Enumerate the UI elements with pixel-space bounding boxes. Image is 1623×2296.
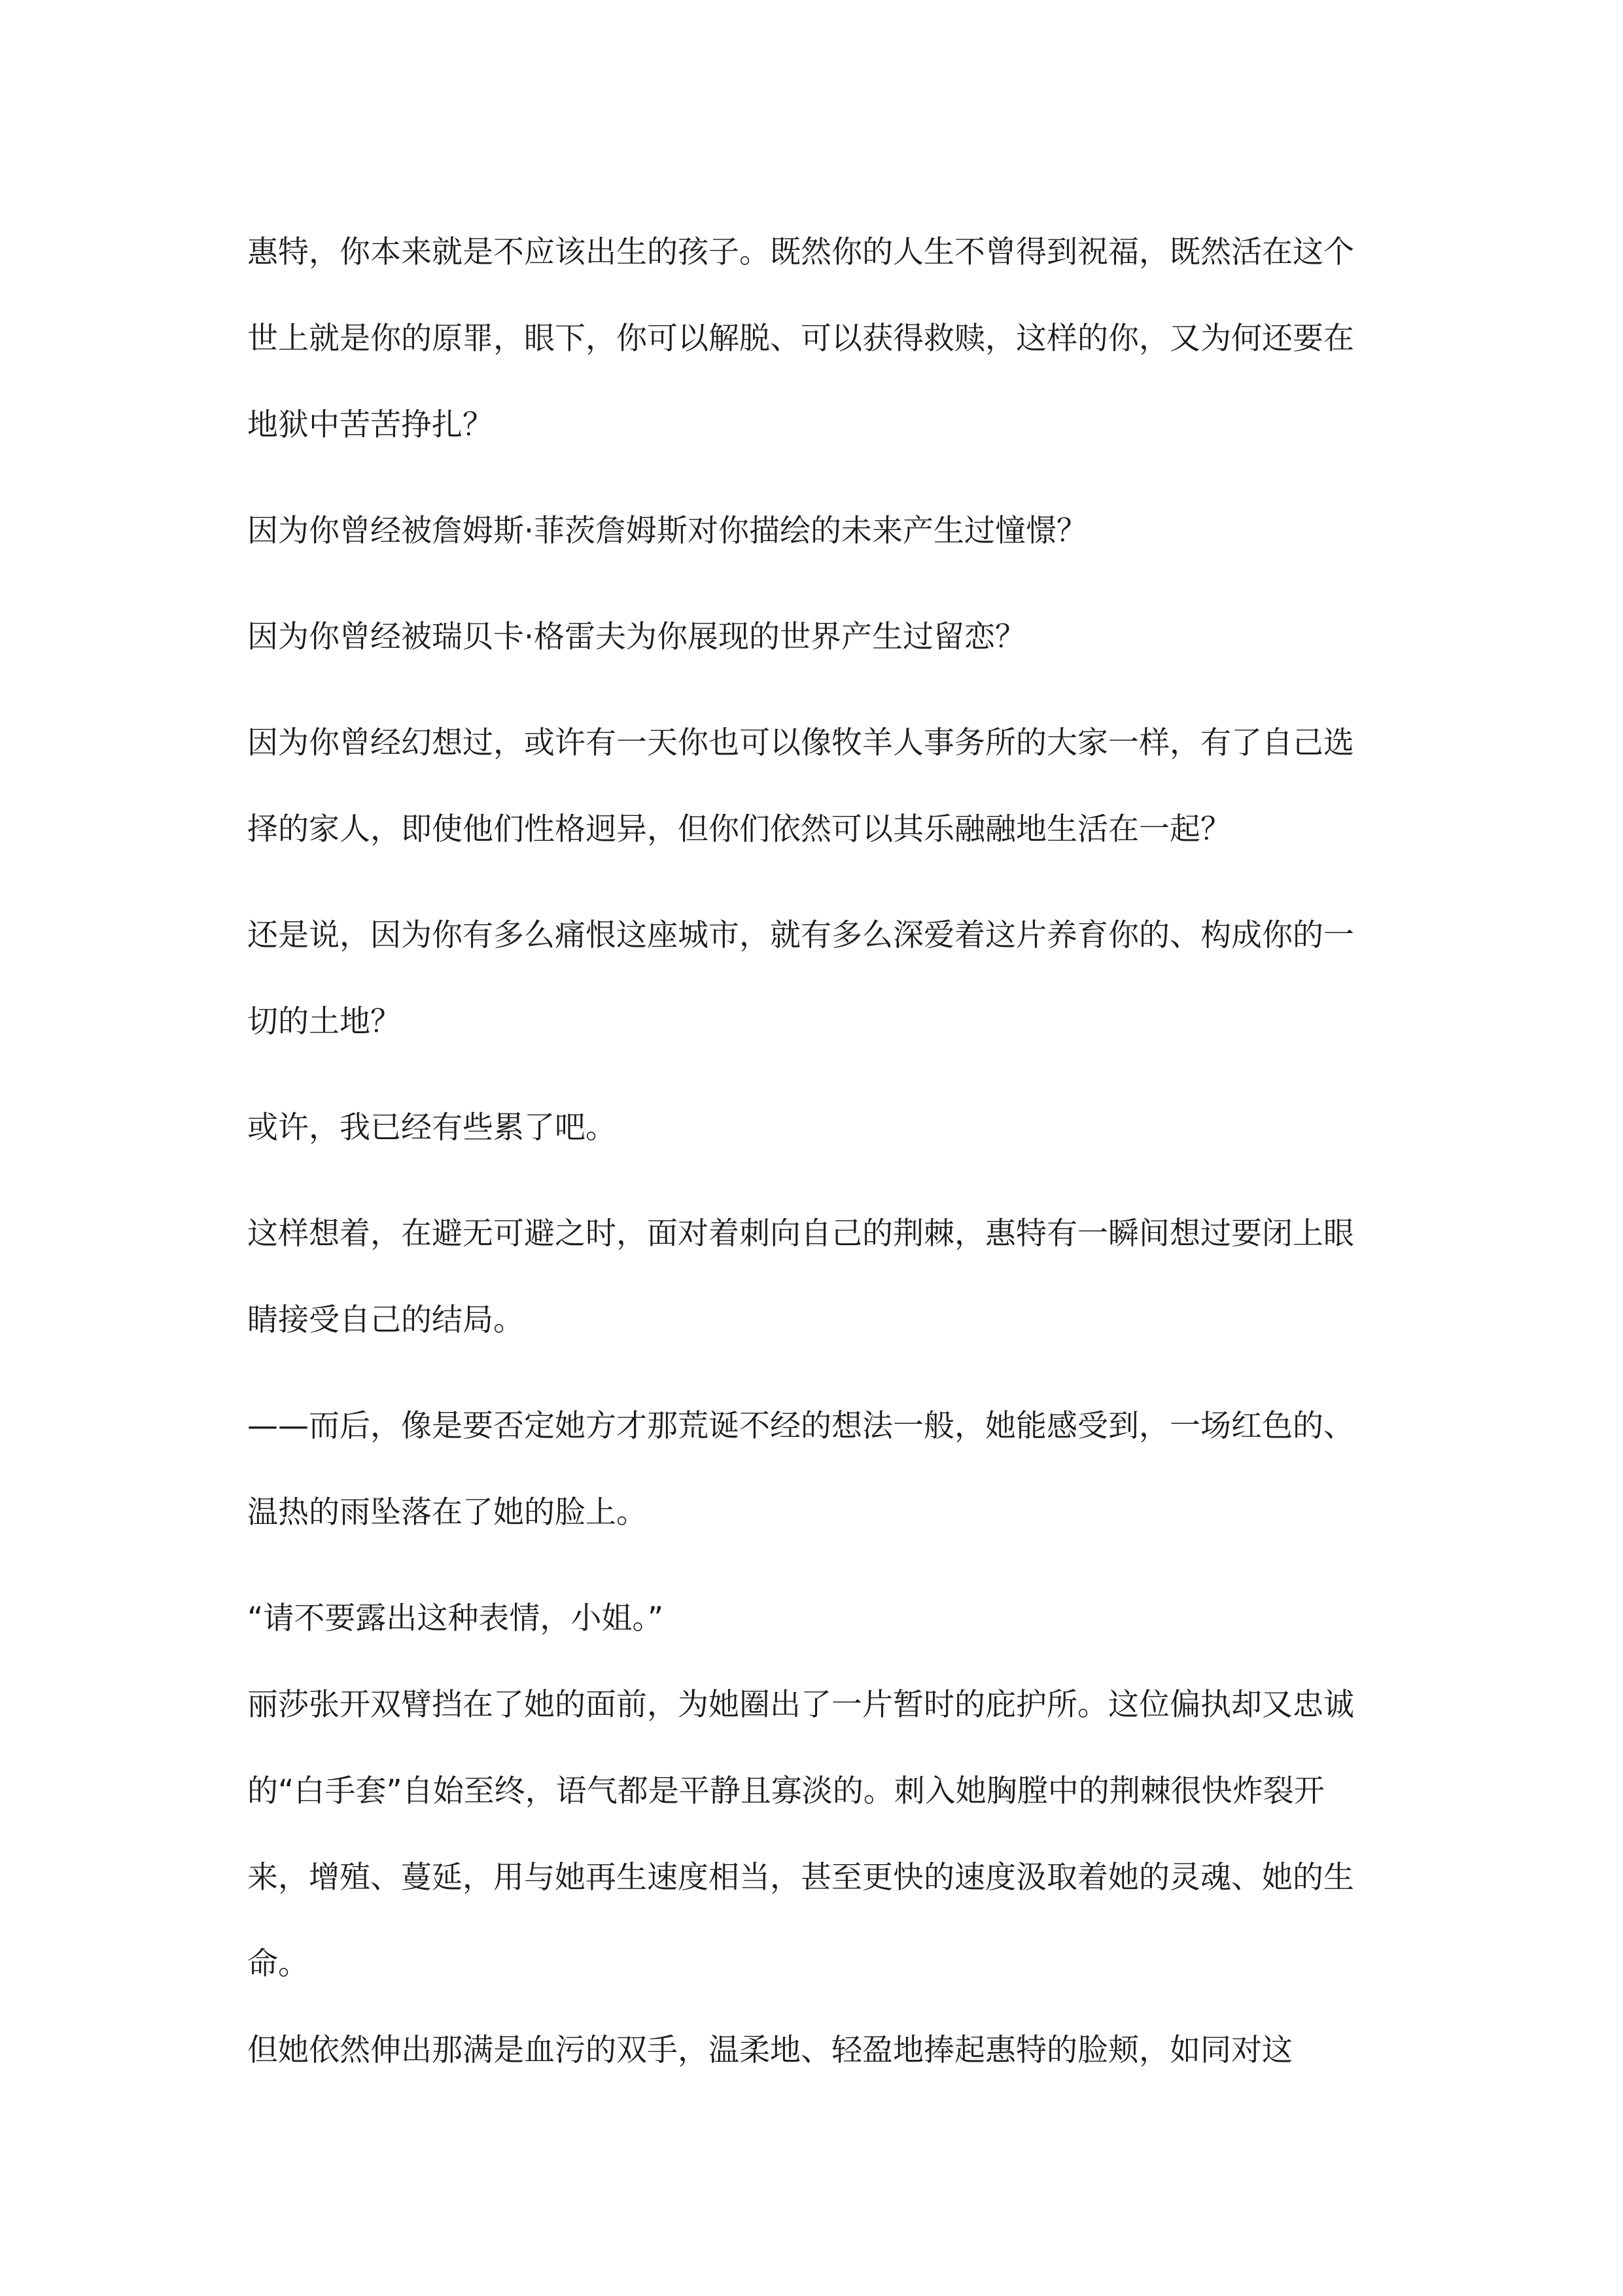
paragraph-8: ——而后，像是要否定她方才那荒诞不经的想法一般，她能感受到，一场红色的、温热的雨坠落在了她的脸上。 [247, 1408, 1354, 1530]
paragraph-3: 因为你曾经被瑞贝卡·格雷夫为你展现的世界产生过留恋？ [247, 619, 1026, 655]
paragraph-5: 还是说，因为你有多么痛恨这座城市，就有多么深爱着这片养育你的、构成你的一切的土地？ [247, 917, 1354, 1040]
paragraph-9: “请不要露出这种表情，小姐。” [247, 1600, 664, 1636]
paragraph-1: 惠特，你本来就是不应该出生的孩子。既然你的人生不曾得到祝福，既然活在这个世上就是你的原罪，眼下，你可以解脱、可以获得救赎，这样的你，又为何还要在地狱中苦苦挣扎？ [247, 234, 1354, 443]
paragraph-10: 丽莎张开双臂挡在了她的面前，为她圈出了一片暂时的庇护所。这位偏执却又忠诚的“白手套”自始至终，语气都是平静且寡淡的。刺入她胸膛中的荆棘很快炸裂开来，增殖、蔓延，用与她再生速度相当，甚至更快的速度汲取着她的灵魂、她的生命。 [247, 1687, 1354, 1982]
paragraph-2: 因为你曾经被詹姆斯·菲茨詹姆斯对你描绘的未来产生过憧憬？ [247, 513, 1087, 549]
paragraph-6: 或许，我已经有些累了吧。 [247, 1110, 616, 1146]
paragraph-11: 但她依然伸出那满是血污的双手，温柔地、轻盈地捧起惠特的脸颊，如同对这 [247, 2032, 1293, 2068]
paragraph-4: 因为你曾经幻想过，或许有一天你也可以像牧羊人事务所的大家一样，有了自己选择的家人，即使他们性格迥异，但你们依然可以其乐融融地生活在一起？ [247, 725, 1354, 847]
body-text [247, 209, 1376, 2094]
paragraph-7: 这样想着，在避无可避之时，面对着刺向自己的荆棘，惠特有一瞬间想过要闭上眼睛接受自己的结局。 [247, 1216, 1354, 1338]
